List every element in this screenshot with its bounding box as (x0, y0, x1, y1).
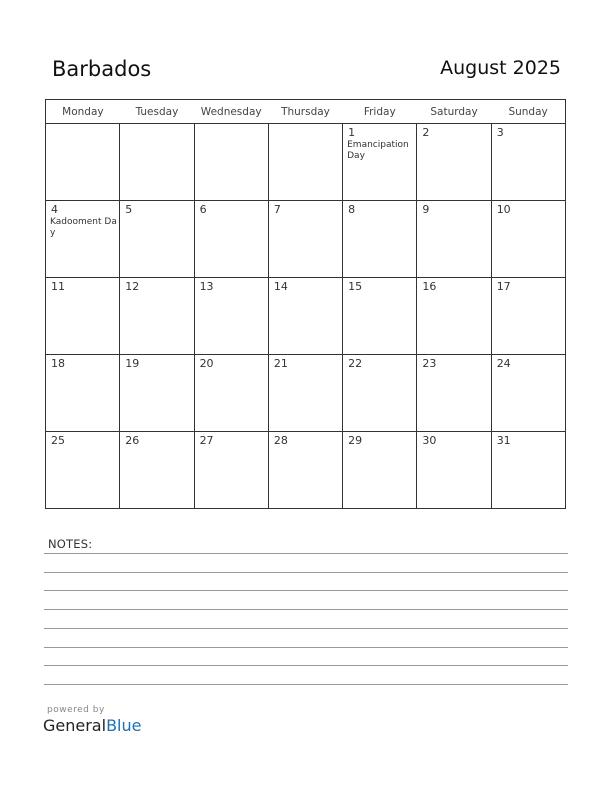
day-cell (120, 355, 194, 432)
note-line (44, 609, 568, 610)
weekday-tuesday: Tuesday (120, 100, 194, 124)
day-number: 14 (273, 280, 288, 293)
day-number: 11 (51, 280, 65, 293)
day-number: 1 (348, 126, 356, 139)
day-number: 24 (496, 357, 511, 370)
day-cell (343, 432, 417, 509)
day-cell (268, 278, 342, 355)
day-number: 7 (273, 203, 281, 216)
powered-by-text: powered by (47, 705, 105, 715)
day-number: 29 (348, 434, 363, 447)
weekday-thursday: Thursday (268, 100, 342, 124)
day-number: 20 (199, 357, 214, 370)
weekday-monday: Monday (46, 100, 120, 124)
weekday-header-row (46, 100, 566, 124)
holiday-label: Kadooment Day (50, 217, 117, 238)
brand-general: General (43, 716, 107, 735)
day-number: 4 (51, 203, 58, 216)
week-row (46, 278, 566, 355)
day-number: 13 (199, 280, 214, 293)
note-line (44, 665, 568, 666)
week-row (46, 355, 566, 432)
weekday-friday: Friday (343, 100, 417, 124)
day-cell (491, 278, 565, 355)
day-cell (268, 355, 342, 432)
day-cell (417, 124, 491, 201)
day-cell (343, 201, 417, 278)
day-cell (46, 201, 120, 278)
weekday-wednesday: Wednesday (194, 100, 268, 124)
day-cell (46, 432, 120, 509)
day-number: 19 (125, 357, 140, 370)
day-number: 12 (125, 280, 140, 293)
day-number: 23 (422, 357, 437, 370)
day-number: 28 (273, 434, 288, 447)
day-number: 8 (348, 203, 356, 216)
day-cell (417, 432, 491, 509)
day-number: 3 (496, 126, 504, 139)
day-cell (46, 355, 120, 432)
day-cell (417, 355, 491, 432)
day-cell (343, 355, 417, 432)
day-cell (268, 201, 342, 278)
day-cell (120, 124, 194, 201)
day-cell (268, 124, 342, 201)
day-cell (491, 432, 565, 509)
day-cell (417, 201, 491, 278)
day-cell (120, 432, 194, 509)
day-number: 26 (125, 434, 140, 447)
day-number: 21 (273, 357, 288, 370)
day-cell (194, 432, 268, 509)
day-cell (417, 278, 491, 355)
day-cell (46, 278, 120, 355)
day-cell (194, 124, 268, 201)
day-number: 10 (496, 203, 511, 216)
day-cell (120, 278, 194, 355)
day-cell (46, 124, 120, 201)
holiday-label: Emancipation Day (347, 140, 409, 161)
day-cell (491, 201, 565, 278)
day-number: 27 (199, 434, 214, 447)
day-number: 18 (51, 357, 65, 370)
day-number: 30 (422, 434, 437, 447)
day-cell (343, 124, 417, 201)
notes-label: NOTES: (48, 537, 93, 551)
note-line (44, 684, 568, 685)
week-row (46, 201, 566, 278)
note-line (44, 590, 568, 591)
note-line (44, 553, 568, 554)
day-cell (491, 355, 565, 432)
day-number: 5 (125, 203, 133, 216)
week-row (46, 432, 566, 509)
day-number: 31 (496, 434, 511, 447)
day-number: 2 (422, 126, 430, 139)
day-cell (194, 355, 268, 432)
country-title: Barbados (52, 57, 152, 81)
note-line (44, 647, 568, 648)
day-number: 15 (348, 280, 363, 293)
calendar-grid (45, 99, 566, 509)
generalblue-logo (43, 716, 141, 735)
day-number: 25 (51, 434, 65, 447)
day-number: 6 (199, 203, 207, 216)
day-number: 22 (348, 357, 363, 370)
brand-blue: Blue (106, 716, 142, 735)
day-cell (194, 278, 268, 355)
day-cell (120, 201, 194, 278)
week-row (46, 124, 566, 201)
day-cell (491, 124, 565, 201)
day-number: 9 (422, 203, 430, 216)
note-line (44, 572, 568, 573)
month-title: August 2025 (440, 57, 561, 79)
weekday-saturday: Saturday (417, 100, 491, 124)
note-line (44, 628, 568, 629)
day-number: 17 (496, 280, 511, 293)
weekday-sunday: Sunday (491, 100, 565, 124)
day-cell (268, 432, 342, 509)
day-cell (343, 278, 417, 355)
day-number: 16 (422, 280, 437, 293)
day-cell (194, 201, 268, 278)
